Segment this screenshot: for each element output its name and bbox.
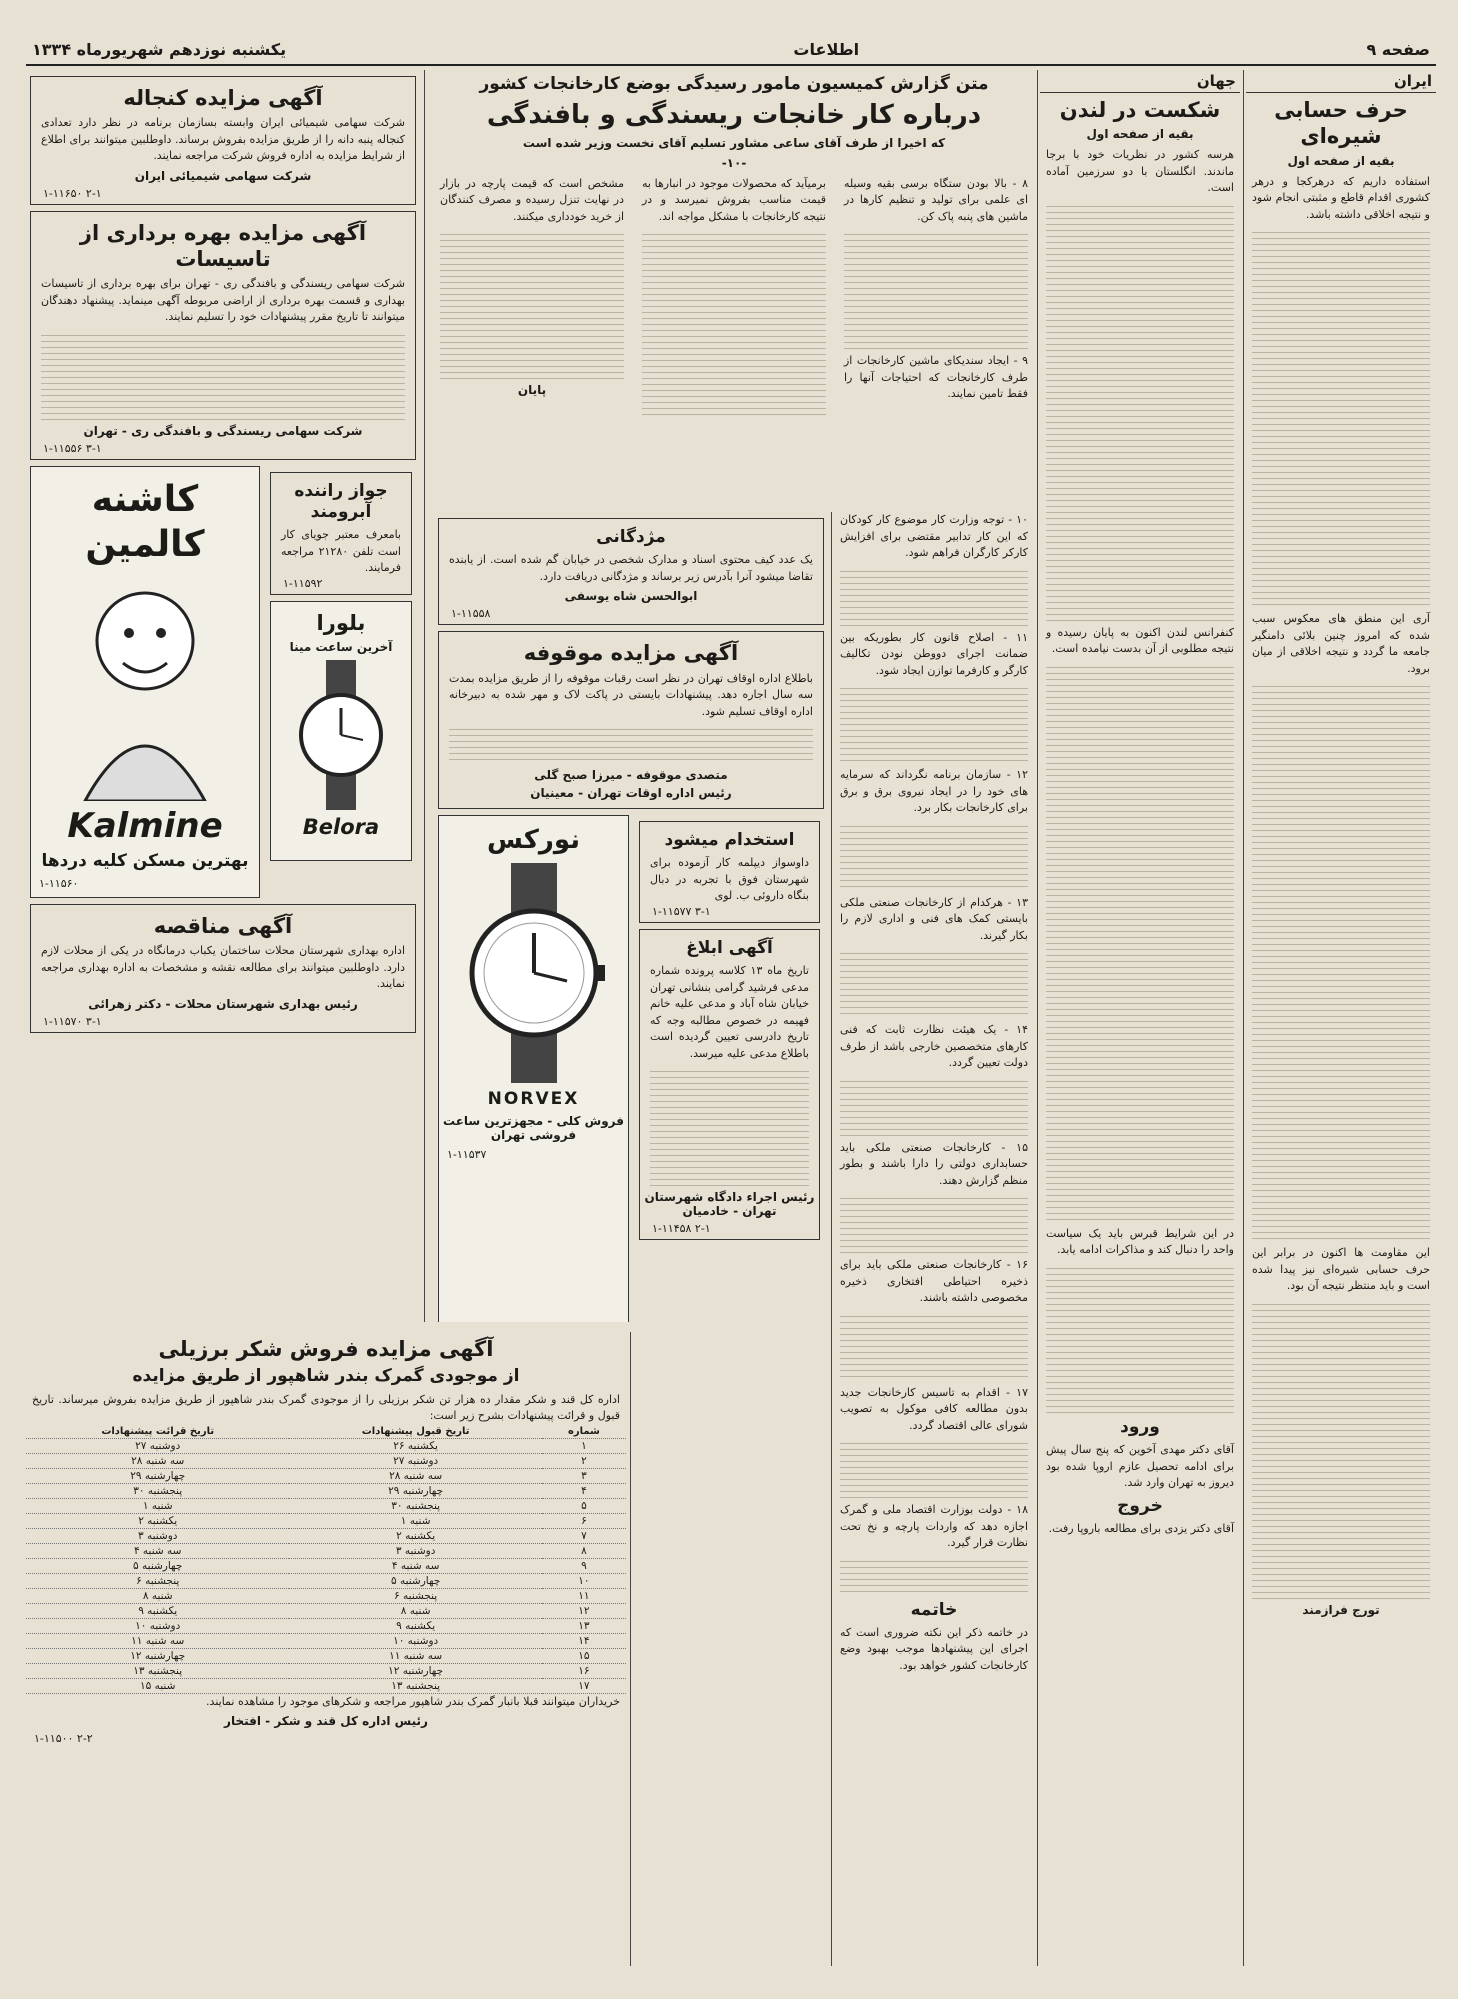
world-headline: شکست در لندن bbox=[1059, 98, 1221, 122]
tender-title: آگهی مناقصه bbox=[153, 913, 293, 938]
table-cell: چهارشنبه ۲۹ bbox=[289, 1483, 541, 1498]
factories-col-c bbox=[434, 176, 630, 424]
factories-end: پایان bbox=[517, 383, 547, 398]
table-row bbox=[26, 1603, 626, 1618]
text-block bbox=[840, 683, 1028, 763]
iran-column bbox=[1246, 70, 1436, 1966]
factories-paragraph: ۱۷ - اقدام به تاسیس کارخانجات جدید بدون مطالعه کافی موکول به تصویب شورای عالی اقتصاد گردد. bbox=[840, 1385, 1028, 1432]
factories-continued-column bbox=[834, 512, 1034, 1966]
column-rule bbox=[1243, 70, 1244, 1966]
table-cell: دوشنبه ۲۷ bbox=[289, 1453, 541, 1468]
text-block bbox=[1046, 1263, 1234, 1413]
kalmine-code: ۱-۱۱۵۶۰ bbox=[39, 876, 79, 890]
table-cell: ۵ bbox=[542, 1498, 626, 1513]
table-row bbox=[26, 1543, 626, 1558]
table-cell: ۴ bbox=[542, 1483, 626, 1498]
table-row bbox=[26, 1618, 626, 1633]
norvex-brand-latin: NORVEX bbox=[487, 1088, 580, 1109]
notice-code: ۱-۱۱۴۵۸ ۲-۱ bbox=[652, 1222, 711, 1235]
kalmine-illustration bbox=[45, 571, 245, 801]
table-cell: پنجشنبه ۱۳ bbox=[26, 1663, 289, 1678]
column-header: تاریخ قرائت پیشنهادات bbox=[26, 1425, 289, 1439]
kunjareh-title: آگهی مزایده کنجاله bbox=[123, 86, 323, 110]
table-cell: ۲ bbox=[542, 1453, 626, 1468]
world-paragraph: کنفرانس لندن اکنون به پایان رسیده و نتیجه مطلوبی از آن بدست نیامده است. bbox=[1046, 625, 1234, 656]
factories-headline: درباره کار خانجات ریسندگی و بافندگی bbox=[486, 100, 982, 131]
norvex-code: ۱-۱۱۵۳۷ bbox=[447, 1147, 487, 1161]
table-cell: چهارشنبه ۱۲ bbox=[289, 1663, 541, 1678]
iran-signature: تورج فرازمند bbox=[1302, 1602, 1380, 1617]
table-row bbox=[26, 1438, 626, 1453]
text-block bbox=[1252, 227, 1430, 607]
text-block bbox=[840, 1193, 1028, 1253]
factories-col-b bbox=[636, 176, 832, 424]
table-cell: ۱۴ bbox=[542, 1633, 626, 1648]
sugar-subtitle: از موجودی گمرک بندر شاهپور از طریق مزایده bbox=[132, 1366, 520, 1387]
hiring-ad bbox=[639, 821, 820, 923]
world-column bbox=[1040, 70, 1240, 1966]
table-cell: ۱۶ bbox=[542, 1663, 626, 1678]
factories-columns bbox=[434, 176, 1034, 424]
driver-title: جواز راننده آبرومند bbox=[294, 480, 388, 522]
factories-deck: که اخیرا از طرف آقای ساعی مشاور تسلیم آقای نخست وزیر شده است bbox=[522, 135, 946, 150]
table-cell: پنجشنبه ۶ bbox=[26, 1573, 289, 1588]
conclusion-title: خاتمه bbox=[910, 1599, 958, 1620]
plants-body: شرکت سهامی ریسندگی و بافندگی ری - تهران برای بهره برداری از تاسیسات بهداری و قسمت بهره برداری از اراضی مربوطه آگهی مینماید. پیشنهاد دهندگان میتوانند تا تاریخ مقرر پیشنهادات خود را تسلیم نمایند. bbox=[41, 277, 405, 324]
kalmine-brand-latin: Kalmine bbox=[67, 805, 223, 846]
text-block bbox=[440, 229, 624, 379]
conclusion-text: در خاتمه ذکر این نکته ضروری است که اجرای این پیشنهادها موجب بهبود وضع کارخانجات کشور خواهد بود. bbox=[840, 1625, 1028, 1672]
driver-code: ۱-۱۱۵۹۲ bbox=[283, 576, 323, 590]
table-cell: سه شنبه ۲۸ bbox=[289, 1468, 541, 1483]
factories-paragraph: ۱۱ - اصلاح قانون کار بطوریکه بین ضمانت اجرای دووطن نودن تکالیف کارگر و کارفرما توازن ایجاد شود. bbox=[840, 630, 1028, 677]
page-number: صفحه ۹ bbox=[1366, 39, 1430, 59]
watch-illustration bbox=[449, 863, 619, 1083]
table-cell: چهارشنبه ۱۲ bbox=[26, 1648, 289, 1663]
kunjareh-body: شرکت سهامی شیمیائی ایران وابسته بسازمان برنامه در نظر دارد تعدادی کنجاله پنبه دانه را از طریق مزایده بفروش برساند. داوطلبین میتوانند برای اطلاع از شرایط مزایده به اداره فروش شرکت مراجعه نمایند. bbox=[41, 116, 405, 163]
table-cell: یکشنبه ۹ bbox=[289, 1618, 541, 1633]
text-block bbox=[844, 229, 1028, 349]
arrivals-title: ورود bbox=[1120, 1416, 1160, 1437]
table-cell: دوشنبه ۳ bbox=[26, 1528, 289, 1543]
table-cell: سه شنبه ۲۸ bbox=[26, 1453, 289, 1468]
text-block bbox=[840, 1311, 1028, 1381]
sugar-signature: رئیس اداره کل قند و شکر - افتخار bbox=[224, 1714, 428, 1728]
table-row bbox=[26, 1528, 626, 1543]
endowment-signature: متصدی موقوفه - میرزا صبح گلی bbox=[534, 768, 728, 782]
table-cell: شنبه ۱ bbox=[26, 1498, 289, 1513]
middle-ads-row bbox=[438, 815, 824, 1322]
table-header-row bbox=[26, 1425, 626, 1439]
world-continued: بقیه از صفحه اول bbox=[1086, 127, 1194, 142]
table-cell: یکشنبه ۲۶ bbox=[289, 1438, 541, 1453]
table-cell: سه شنبه ۴ bbox=[289, 1558, 541, 1573]
reward-code: ۱-۱۱۵۵۸ bbox=[451, 607, 491, 621]
hiring-code: ۱-۱۱۵۷۷ ۳-۱ bbox=[652, 904, 711, 918]
factories-kicker: متن گزارش کمیسیون مامور رسیدگی بوضع کارخانجات کشور bbox=[479, 74, 989, 94]
sugar-code: ۱-۱۱۵۰۰ ۲-۲ bbox=[34, 1732, 93, 1745]
endowment-ad bbox=[438, 631, 824, 809]
table-cell: چهارشنبه ۵ bbox=[289, 1573, 541, 1588]
world-paragraph: در این شرایط قبرس باید یک سیاست واحد را دنبال کند و مذاکرات ادامه یابد. bbox=[1046, 1226, 1234, 1257]
table-cell: ۸ bbox=[542, 1543, 626, 1558]
factories-col-a bbox=[838, 176, 1034, 424]
driver-box bbox=[270, 472, 412, 595]
tender-body: اداره بهداری شهرستان محلات ساختمان یکباب درمانگاه در یکی از محلات لازم دارد. داوطلبین میتوانند برای مطالعه نقشه و مشخصات به اداره بهداری مراجعه نمایند. bbox=[41, 944, 405, 990]
factories-left-text: مشخص است که قیمت پارچه در بازار در نهایت تنزل رسیده و مصرف کنندگان از خرید خودداری میکنند. bbox=[440, 176, 624, 223]
sugar-footer: خریداران میتوانند قبلا بانبار گمرک بندر شاهپور مراجعه و شکرهای موجود را مشاهده نمایند. bbox=[206, 1694, 620, 1708]
departures-title: خروج bbox=[1117, 1495, 1163, 1516]
table-cell: چهارشنبه ۵ bbox=[26, 1558, 289, 1573]
iran-continued: بقیه از صفحه اول bbox=[1287, 153, 1395, 168]
table-cell: ۶ bbox=[542, 1513, 626, 1528]
factories-paragraph: ۱۰ - توجه وزارت کار موضوع کار کودکان که این کار تدابیر مقتضی برای افزایش کارکر کارگران فراهم شود. bbox=[840, 513, 1028, 559]
table-cell: چهارشنبه ۲۹ bbox=[26, 1468, 289, 1483]
table-cell: ۱ bbox=[542, 1438, 626, 1453]
newspaper-page bbox=[26, 22, 1436, 1980]
table-cell: ۱۳ bbox=[542, 1618, 626, 1633]
table-cell: ۱۲ bbox=[542, 1603, 626, 1618]
table-row bbox=[26, 1588, 626, 1603]
table-cell: پنجشنبه ۳۰ bbox=[26, 1483, 289, 1498]
table-cell: شنبه ۱ bbox=[289, 1513, 541, 1528]
table-cell: دوشنبه ۳ bbox=[289, 1543, 541, 1558]
text-block bbox=[840, 1556, 1028, 1596]
text-block bbox=[840, 566, 1028, 626]
arrivals-text: آقای دکتر مهدی آخوین که پنج سال پیش برای ادامه تحصیل عازم اروپا شده بود دیروز به تهران وارد شد. bbox=[1046, 1443, 1234, 1489]
belora-watch-icon bbox=[281, 660, 401, 810]
table-cell: دوشنبه ۱۰ bbox=[289, 1633, 541, 1648]
column-rule bbox=[1037, 70, 1038, 1966]
factories-article bbox=[434, 70, 1034, 510]
kunjareh-code: ۱-۱۱۶۵۰ ۲-۱ bbox=[43, 186, 102, 200]
text-block bbox=[840, 1076, 1028, 1136]
sugar-intro: اداره کل قند و شکر مقدار ده هزار تن شکر برزیلی را از موجودی گمرک بندر شاهپور از طریق مزایده بفروش میرساند. تاریخ قبول و قرائت پیشنهادات بشرح زیر است: bbox=[32, 1392, 620, 1422]
kalmine-ad bbox=[30, 466, 260, 898]
norvex-agent: فروش کلی - مجهزترین ساعت فروشی تهران bbox=[443, 1113, 624, 1142]
norvex-ad bbox=[438, 815, 629, 1322]
factories-paragraph: ۱۶ - کارخانجات صنعتی ملکی باید برای ذخیره احتیاطی افتخاری ذخیره مخصوصی داشته باشند. bbox=[840, 1258, 1028, 1304]
notice-title: آگهی ابلاغ bbox=[686, 937, 773, 958]
table-cell: شنبه ۸ bbox=[26, 1588, 289, 1603]
kunjareh-signature: شرکت سهامی شیمیائی ایران bbox=[134, 168, 312, 183]
table-cell: یکشنبه ۲ bbox=[26, 1513, 289, 1528]
table-row bbox=[26, 1678, 626, 1693]
table-row bbox=[26, 1633, 626, 1648]
text-block bbox=[840, 821, 1028, 891]
table-row bbox=[26, 1558, 626, 1573]
table-cell: پنجشنبه ۶ bbox=[289, 1588, 541, 1603]
sugar-table-body bbox=[26, 1438, 626, 1693]
world-paragraph: هرسه کشور در نظریات خود با برجا ماندند. انگلستان با دو سرزمین آماده است. bbox=[1046, 148, 1234, 195]
factories-part: -۱۰- bbox=[721, 155, 747, 170]
driver-body: بامعرف معتبر جویای کار است تلفن ۲۱۲۸۰ مراجعه فرمایند. bbox=[281, 528, 401, 575]
table-row bbox=[26, 1573, 626, 1588]
factories-right-text: برمیآید که محصولات موجود در انبارها به قیمت مناسب بفروش نمیرسد و در نتیجه کارخانجات با مشکل مواجه اند. bbox=[642, 176, 826, 223]
middle-ads-column bbox=[434, 512, 828, 1322]
section-label-world: جهان bbox=[1040, 70, 1240, 93]
table-cell: سه شنبه ۱۱ bbox=[289, 1648, 541, 1663]
endowment-body: باطلاع اداره اوقاف تهران در نظر است رقبات موقوفه را از طریق مزایده بمدت سه سال اجاره دهد. پیشنهادات بایستی در پاکت لاک و مهر شده به دبیرخانه اداره اوقاف تسلیم شود. bbox=[449, 671, 813, 718]
reward-title: مژدگانی bbox=[596, 527, 666, 547]
sugar-schedule-table bbox=[26, 1425, 626, 1694]
factories-paragraph: ۸ - بالا بودن ستگاه برسی بقیه وسیله ای علمی برای تولید و تنظیم کارها در ماشین های پنبه پاک کن. bbox=[844, 176, 1028, 223]
sugar-auction-ad bbox=[26, 1332, 626, 1966]
notice-signature: رئیس اجراء دادگاه شهرستان تهران - خادمیان bbox=[644, 1190, 815, 1218]
table-row bbox=[26, 1663, 626, 1678]
factories-paragraph: ۱۳ - هرکدام از کارخانجات صنعتی ملکی بایستی کمک های فنی و اداری لازم را بکار گیرند. bbox=[840, 895, 1028, 942]
factories-paragraph: ۱۵ - کارخانجات صنعتی ملکی باید حسابداری دولتی را دارا باشند و بطور منظم گزارش دهند. bbox=[840, 1140, 1028, 1187]
factories-paragraph: ۱۴ - یک هیئت نظارت ثابت که فنی کارهای متخصصین خارجی باشد از طرف دولت تعیین گردد. bbox=[840, 1023, 1028, 1069]
text-block bbox=[41, 330, 405, 420]
endowment-title: آگهی مزایده موقوفه bbox=[523, 641, 739, 666]
section-label-iran: ایران bbox=[1246, 70, 1436, 93]
table-cell: ۱۱ bbox=[542, 1588, 626, 1603]
table-cell: پنجشنبه ۳۰ bbox=[289, 1498, 541, 1513]
factories-paragraph: ۹ - ایجاد سندیکای ماشین کارخانجات از طرف کارخانجات که احتیاجات آنها را فقط تامین نمایند. bbox=[844, 354, 1028, 401]
plants-title: آگهی مزایده بهره برداری از تاسیسات bbox=[79, 220, 367, 271]
reward-ad bbox=[438, 518, 824, 625]
paper-name: اطلاعات bbox=[793, 39, 860, 59]
notice-ad bbox=[639, 929, 820, 1240]
table-cell: ۱۰ bbox=[542, 1573, 626, 1588]
text-block bbox=[1252, 681, 1430, 1241]
table-cell: ۱۵ bbox=[542, 1648, 626, 1663]
text-block bbox=[1046, 662, 1234, 1222]
tender-code: ۱-۱۱۵۷۰ ۳-۱ bbox=[43, 1014, 102, 1028]
table-cell: سه شنبه ۴ bbox=[26, 1543, 289, 1558]
belora-brand-fa: بلورا bbox=[316, 610, 366, 635]
departures-text: آقای دکتر یزدی برای مطالعه باروپا رفت. bbox=[1048, 1521, 1234, 1535]
iran-headline: حرف حسابی شیره‌ای bbox=[1274, 98, 1408, 149]
text-block bbox=[650, 1066, 809, 1186]
left-ads-row bbox=[30, 466, 416, 898]
plants-ad bbox=[30, 211, 416, 460]
column-header: تاریخ قبول پیشنهادات bbox=[289, 1425, 541, 1439]
table-cell: ۳ bbox=[542, 1468, 626, 1483]
norvex-brand-fa: نورکس bbox=[487, 825, 580, 855]
table-cell: یکشنبه ۲ bbox=[289, 1528, 541, 1543]
table-cell: دوشنبه ۲۷ bbox=[26, 1438, 289, 1453]
kunjareh-ad bbox=[30, 76, 416, 205]
iran-paragraph: این مقاومت ها اکنون در برابر این حرف حسابی شیره‌ای نیز پیدا شده است و باید منتظر نتیجه آن بود. bbox=[1252, 1246, 1430, 1292]
reward-signature: ابوالحسن شاه یوسفی bbox=[564, 589, 698, 604]
tender-signature: رئیس بهداری شهرستان محلات - دکتر زهرائی bbox=[88, 996, 358, 1011]
belora-brand-latin: Belora bbox=[302, 815, 380, 839]
kalmine-slogan: بهترین مسکن کلیه دردها bbox=[41, 851, 249, 872]
hiring-body: داوسواز دیپلمه کار آزموده برای شهرستان فوق با تجربه در دبال بنگاه داروئی ب. لوی bbox=[650, 856, 809, 903]
table-row bbox=[26, 1453, 626, 1468]
column-header: شماره bbox=[542, 1425, 626, 1439]
factories-paragraph: ۱۲ - سازمان برنامه نگرداند که سرمایه های خود را در ایجاد نیروی برق و برق برای کارخانجات بکار برد. bbox=[840, 768, 1028, 814]
text-block bbox=[1046, 201, 1234, 621]
driver-ad bbox=[266, 466, 416, 898]
belora-ad bbox=[270, 601, 412, 861]
table-row bbox=[26, 1648, 626, 1663]
notice-body: تاریخ ماه ۱۳ کلاسه پرونده شماره مدعی فرشید گرامی بنشانی تهران خیابان شاه آباد و مدعی علیه خانم فهیمه در خصوص مطالبه وجه که تاریخ دادرسی تعیین گردیده است باطلاع مدعی علیه میرسد. bbox=[650, 964, 809, 1060]
table-row bbox=[26, 1513, 626, 1528]
plants-code: ۱-۱۱۵۵۶ ۳-۱ bbox=[43, 441, 102, 455]
table-cell: شنبه ۱۵ bbox=[26, 1678, 289, 1693]
plants-signature: شرکت سهامی ریسندگی و بافندگی ری - تهران bbox=[83, 423, 363, 438]
text-block bbox=[1252, 1299, 1430, 1599]
table-cell: ۷ bbox=[542, 1528, 626, 1543]
table-cell: دوشنبه ۱۰ bbox=[26, 1618, 289, 1633]
table-row bbox=[26, 1468, 626, 1483]
table-cell: ۹ bbox=[542, 1558, 626, 1573]
factories-paragraph: ۱۸ - دولت بوزارت اقتصاد ملی و گمرک اجازه دهد که واردات پارچه و نخ تحت نظارت قرار گیرد. bbox=[840, 1503, 1028, 1549]
reward-body: یک عدد کیف محتوی اسناد و مدارک شخصی در خیابان گم شده است. از یابنده تقاضا میشود آنرا بآدرس زیر برساند و مژدگانی دریافت دارد. bbox=[449, 553, 813, 583]
table-row bbox=[26, 1498, 626, 1513]
hiring-title: استخدام میشود bbox=[664, 830, 795, 850]
column-rule bbox=[424, 70, 425, 1322]
issue-date: یکشنبه نوزدهم شهریورماه ۱۳۳۴ bbox=[32, 39, 287, 59]
endowment-signature-2: رئیس اداره اوقات تهران - معینیان bbox=[530, 786, 732, 800]
sugar-title: آگهی مزایده فروش شکر برزیلی bbox=[158, 1337, 494, 1361]
table-cell: یکشنبه ۹ bbox=[26, 1603, 289, 1618]
text-block bbox=[642, 229, 826, 419]
column-rule bbox=[630, 1332, 631, 1966]
table-cell: ۱۷ bbox=[542, 1678, 626, 1693]
tender-ad bbox=[30, 904, 416, 1033]
table-cell: پنجشنبه ۱۳ bbox=[289, 1678, 541, 1693]
text-block bbox=[449, 724, 813, 764]
belora-sub: آخرین ساعت مینا bbox=[289, 640, 393, 654]
text-block bbox=[840, 1438, 1028, 1498]
iran-paragraph: استفاده داریم که درهرکجا و درهر کشوری اقدام قاطع و مثبتی انجام شود و نتیجه اخلاقی داشته باشد. bbox=[1252, 174, 1430, 221]
iran-paragraph: آری این منطق های معکوس سبب شده که امروز چنین بلائی دامنگیر جامعه ما گردد و نتیجه اخلاقی از میان برود. bbox=[1252, 612, 1430, 675]
column-rule bbox=[831, 512, 832, 1966]
table-row bbox=[26, 1483, 626, 1498]
table-cell: شنبه ۸ bbox=[289, 1603, 541, 1618]
kalmine-brand-fa: کاشنه کالمین bbox=[85, 478, 205, 565]
table-cell: سه شنبه ۱۱ bbox=[26, 1633, 289, 1648]
text-block bbox=[840, 948, 1028, 1018]
hiring-and-notice bbox=[635, 815, 824, 1322]
